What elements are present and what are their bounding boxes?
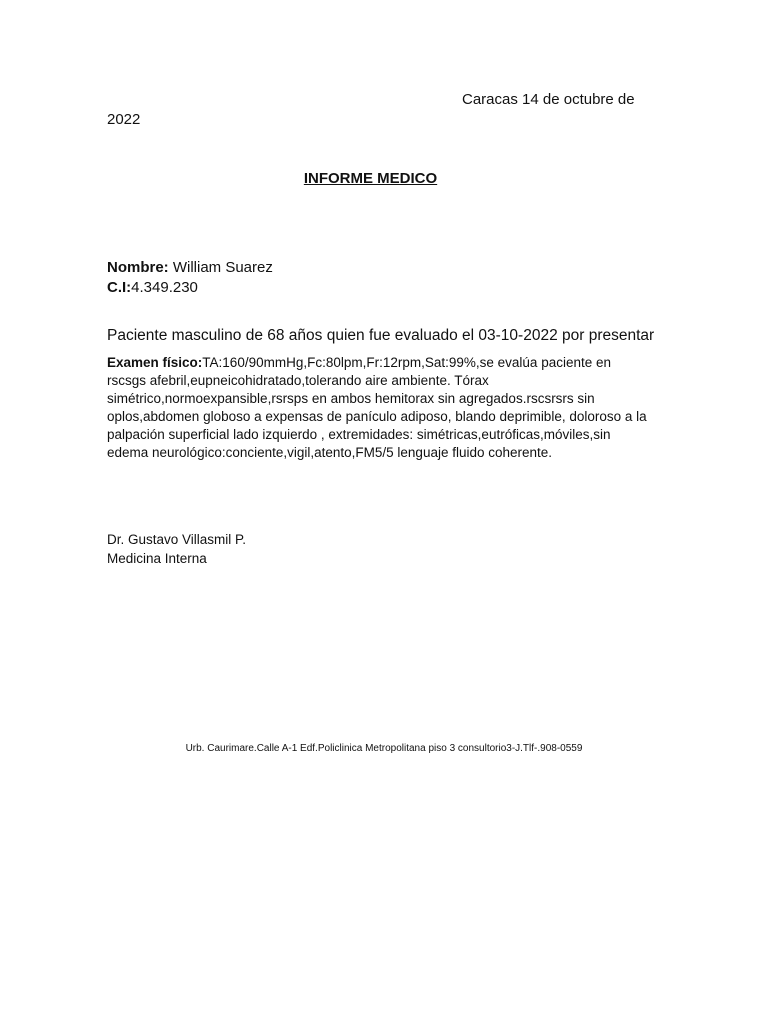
patient-ci-line: [107, 279, 198, 296]
exam-line: edema neurológico:conciente,vigil,atento,FM5/5 lenguaje fluido coherente.: [107, 445, 553, 460]
date-line-2: 2022: [107, 111, 141, 128]
doctor-name: Dr. Gustavo Villasmil P.: [107, 532, 247, 547]
exam-label: Examen físico:: [107, 355, 203, 370]
footer-address: Urb. Caurimare.Calle A-1 Edf.Policlinica Metropolitana piso 3 consultorio3-J.Tlf-.908-0559: [185, 743, 583, 754]
patient-ci-label: C.I:: [107, 279, 132, 296]
patient-name-label: Nombre:: [107, 259, 169, 276]
report-title: INFORME MEDICO: [303, 170, 438, 187]
exam-line-text: TA:160/90mmHg,Fc:80lpm,Fr:12rpm,Sat:99%,se evalúa paciente en: [202, 355, 611, 370]
physical-exam-paragraph: [107, 354, 667, 462]
intro-paragraph: Paciente masculino de 68 años quien fue evaluado el 03-10-2022 por presentar: [107, 327, 655, 344]
patient-name-line: [107, 259, 273, 276]
exam-line: simétrico,normoexpansible,rsrsps en ambos hemitorax sin agregados.rscsrsrs sin: [107, 391, 595, 406]
date-line-1: Caracas 14 de octubre de: [462, 91, 635, 108]
doctor-specialty: Medicina Interna: [107, 551, 207, 566]
exam-line: rscsgs afebril,eupneicohidratado,tolerando aire ambiente. Tórax: [107, 373, 489, 388]
patient-name-value: William Suarez: [168, 259, 273, 276]
patient-ci-value: 4.349.230: [131, 279, 198, 296]
exam-line: palpación superficial lado izquierdo , extremidades: simétricas,eutróficas,móviles,sin: [107, 427, 611, 442]
exam-line: oplos,abdomen globoso a expensas de panículo adiposo, blando deprimible, doloroso a la: [107, 409, 647, 424]
exam-line: [107, 354, 667, 372]
